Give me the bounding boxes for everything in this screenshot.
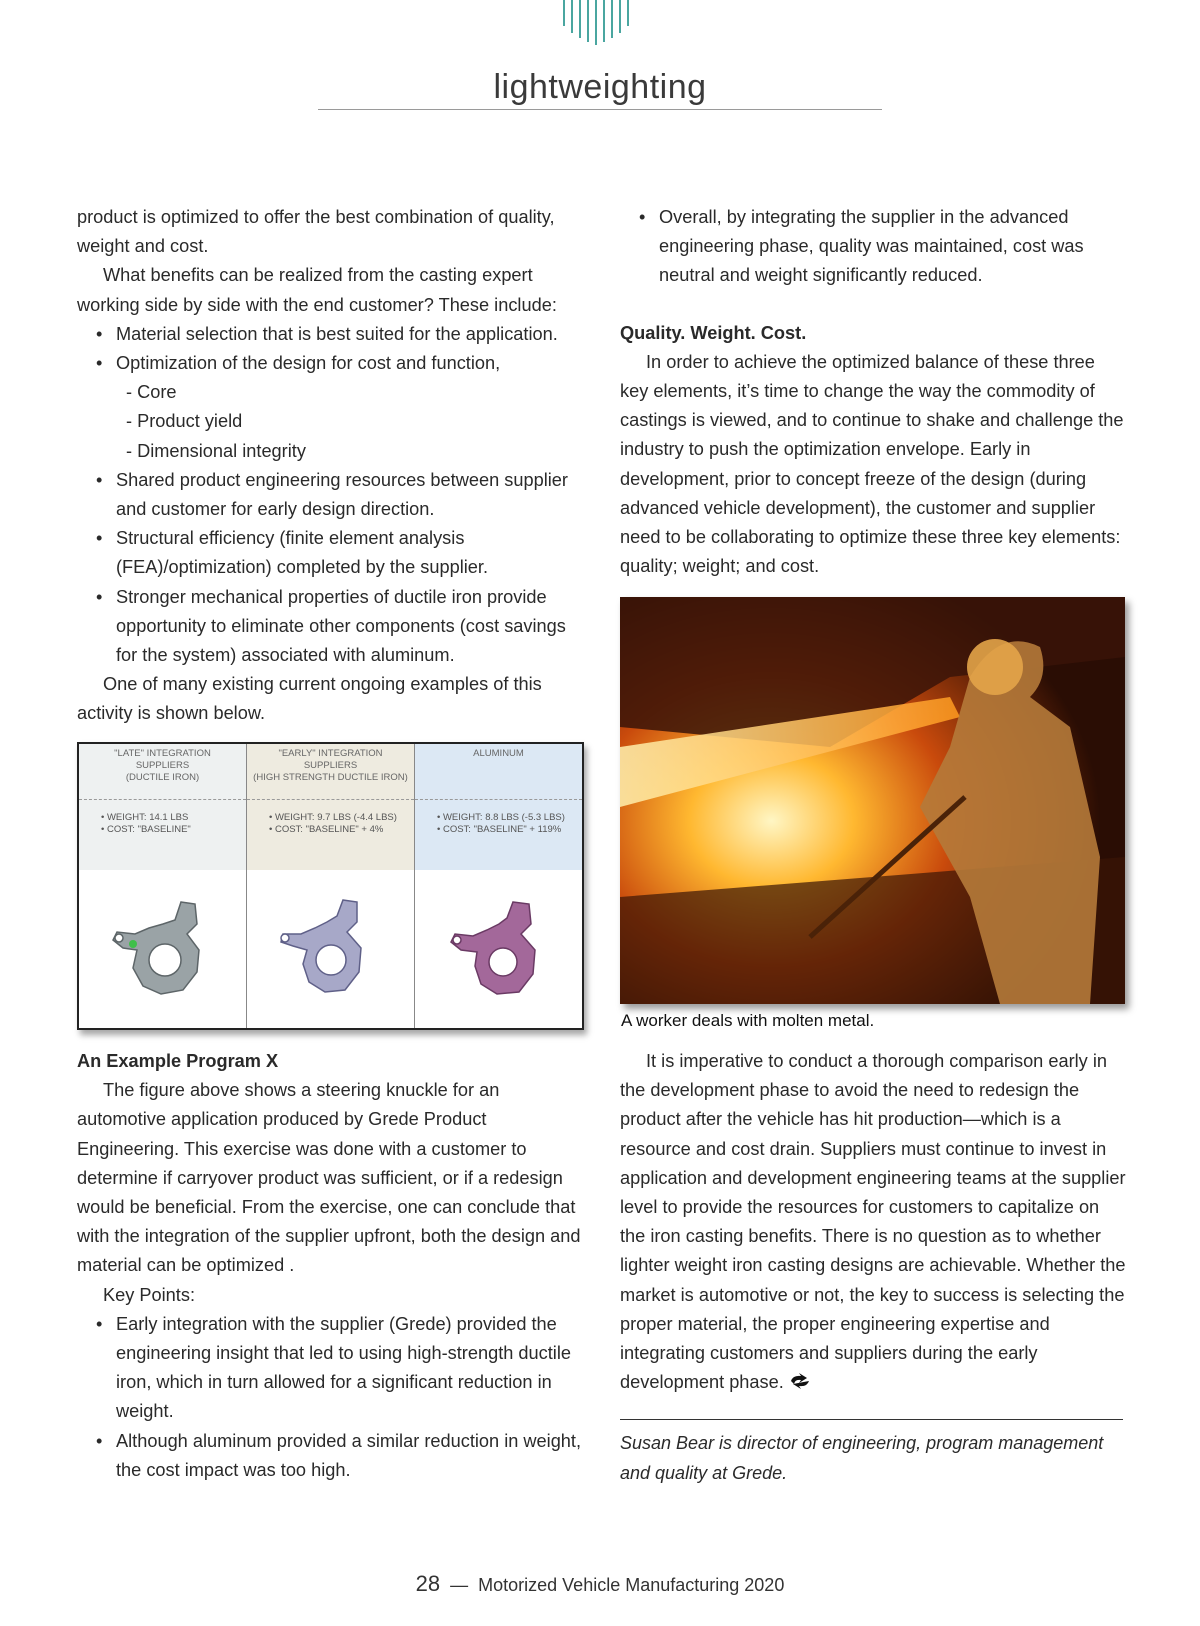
benefits-list	[77, 320, 584, 670]
example-lead: One of many existing current ongoing examples of this activity is shown below.	[77, 674, 542, 724]
page-footer	[0, 1571, 1200, 1597]
figure-column-header	[415, 744, 582, 800]
title-divider	[318, 109, 882, 110]
figure-column-late-integration	[79, 744, 247, 1028]
list-item: • Stronger mechanical properties of ductile iron provide opportunity to eliminate other components (cost savings for the system) associated with aluminum.	[77, 583, 584, 671]
list-item: • Although aluminum provided a similar reduction in weight, the cost impact was too high.	[77, 1427, 584, 1485]
list-item: • Overall, by integrating the supplier in the advanced engineering phase, quality was maintained, cost was neutral and weight significantly reduced.	[620, 203, 1128, 291]
end-mark-icon	[789, 1373, 811, 1389]
sub-list-item: - Product yield	[126, 411, 243, 432]
overall-list	[620, 203, 1128, 291]
figure-column-aluminum	[415, 744, 582, 1028]
left-column-top	[77, 203, 584, 729]
section-title: lightweighting	[493, 68, 707, 106]
cost-stat: • COST: "BASELINE"	[101, 824, 246, 836]
weight-stat: • WEIGHT: 14.1 LBS	[101, 812, 246, 824]
publication-name: Motorized Vehicle Manufacturing 2020	[478, 1575, 785, 1595]
weight-stat: • WEIGHT: 8.8 LBS (-5.3 LBS)	[437, 812, 582, 824]
figure-header-line: SUPPLIERS	[303, 760, 358, 771]
list-item: • Optimization of the design for cost and function,	[77, 349, 584, 378]
closing-paragraph	[620, 1047, 1128, 1397]
figure-stats	[79, 800, 246, 870]
key-points-label: Key Points:	[103, 1284, 195, 1305]
figure-header-line: SUPPLIERS	[135, 760, 190, 771]
list-item: • Material selection that is best suited for the application.	[77, 320, 584, 349]
weight-stat: • WEIGHT: 9.7 LBS (-4.4 LBS)	[269, 812, 414, 824]
figure-header-line: ALUMINUM	[473, 748, 524, 759]
byline-divider	[620, 1419, 1123, 1420]
figure-stats	[247, 800, 414, 870]
figure-header-line: "EARLY" INTEGRATION	[278, 748, 383, 759]
list-item: • Early integration with the supplier (Grede) provided the engineering insight that led to using high-strength ductile iron, which in turn allowed for a significant reduction in weight.	[77, 1310, 584, 1427]
footer-separator: —	[450, 1575, 469, 1595]
key-points-list	[77, 1310, 584, 1485]
figure-column-header	[247, 744, 414, 800]
figure-header-line: (HIGH STRENGTH DUCTILE IRON)	[253, 772, 408, 783]
sub-list-item: - Core	[126, 382, 177, 403]
author-byline: Susan Bear is director of engineering, program management and quality at Grede.	[620, 1433, 1104, 1483]
figure-stats	[415, 800, 582, 870]
steering-knuckle-comparison-figure	[77, 742, 584, 1030]
left-column-bottom	[77, 1047, 584, 1485]
example-heading: An Example Program X	[77, 1051, 279, 1071]
figure-header-line: (DUCTILE IRON)	[125, 772, 200, 783]
knuckle-image-ductile-iron	[79, 870, 246, 1028]
page-number: 28	[415, 1571, 441, 1596]
molten-metal-photo	[620, 597, 1125, 1004]
example-body: The figure above shows a steering knuckle for an automotive application produced by Grede Product Engineering. This exercise was done with a customer to determine if carryover product was sufficient, or if a redesign would be beneficial. From the exercise, one can conclude that with the integration of the supplier upfront, both the design and material can be optimized .	[77, 1080, 581, 1276]
knuckle-image-high-strength-ductile-iron	[247, 870, 414, 1028]
figure-column-header	[79, 744, 246, 800]
list-item: • Structural efficiency (finite element analysis (FEA)/optimization) completed by the supplier.	[77, 524, 584, 582]
cost-stat: • COST: "BASELINE" + 119%	[437, 824, 582, 836]
intro-paragraph: product is optimized to offer the best combination of quality, weight and cost.	[77, 207, 555, 257]
qwc-body: In order to achieve the optimized balance of these three key elements, it’s time to change the way the commodity of castings is viewed, and to continue to shake and challenge the industry to push the optimization envelope. Early in development, prior to concept freeze of the design (during advanced vehicle development), the customer and supplier need to be collaborating to optimize these three key elements: quality; weight; and cost.	[620, 351, 1124, 577]
sub-list-item: - Dimensional integrity	[126, 440, 306, 461]
right-column-bottom	[620, 1047, 1128, 1397]
benefits-question: What benefits can be realized from the casting expert working side by side with the end customer? These include:	[77, 265, 557, 315]
qwc-heading: Quality. Weight. Cost.	[620, 322, 807, 343]
cost-stat: • COST: "BASELINE" + 4%	[269, 824, 414, 836]
right-column-top	[620, 203, 1128, 581]
closing-text: It is imperative to conduct a thorough comparison early in the development phase to avoid the need to redesign the product after the vehicle has hit production—which is a resource and cost drain. Suppliers must continue to invest in application and development engineering teams at the supplier level to provide the resources for customers to capitalize on the iron casting benefits. There is no question as to whether lighter weight iron casting designs are achievable. Whether the market is automotive or not, the key to success is selecting the proper material, the proper engineering expertise and integrating customers and suppliers during the early development phase.	[620, 1051, 1126, 1393]
header-stripes-ornament	[560, 0, 640, 48]
figure-header-line: "LATE" INTEGRATION	[114, 748, 211, 759]
figure-column-early-integration	[247, 744, 415, 1028]
list-item: • Shared product engineering resources between supplier and customer for early design direction.	[77, 466, 584, 524]
spacer	[620, 291, 1128, 319]
knuckle-image-aluminum	[415, 870, 582, 1028]
photo-caption: A worker deals with molten metal.	[621, 1011, 875, 1030]
